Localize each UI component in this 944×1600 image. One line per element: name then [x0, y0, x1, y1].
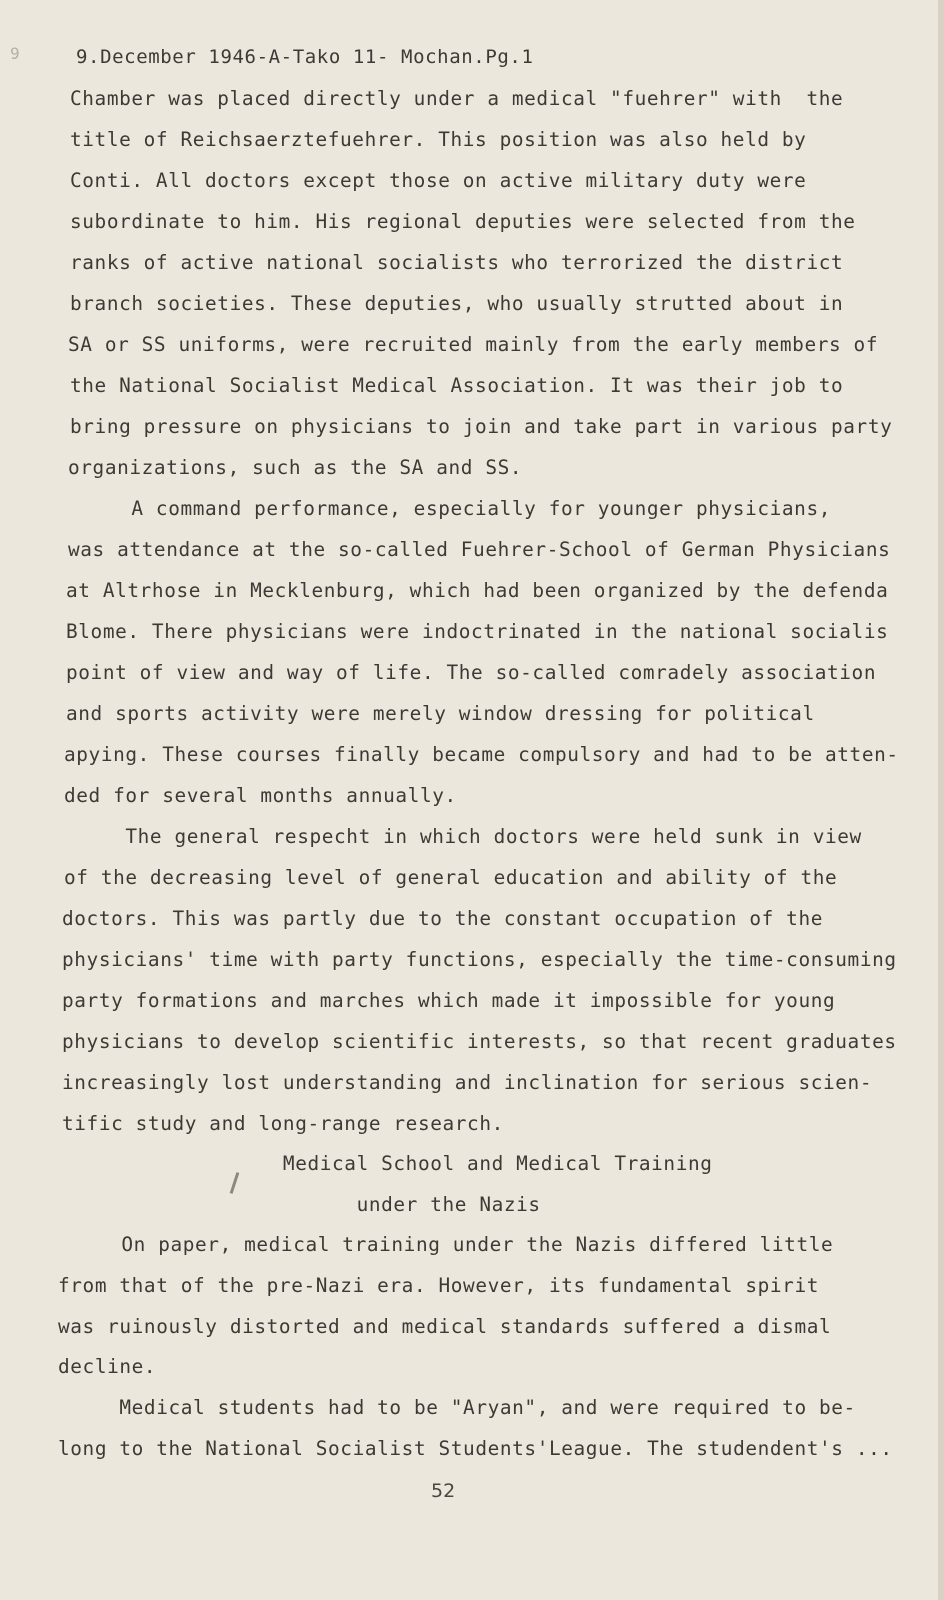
text-line: branch societies. These deputies, who usually strutted about in [70, 292, 844, 315]
text-line: Conti. All doctors except those on active military duty were [70, 169, 807, 192]
text-line: at Altrhose in Mecklenburg, which had been organized by the defenda [66, 579, 889, 602]
text-line: Medical students had to be "Aryan", and were required to be- [58, 1396, 856, 1419]
text-line: and sports activity were merely window dressing for political [66, 702, 815, 725]
text-line: On paper, medical training under the Nazis differed little [60, 1233, 834, 1256]
page-header: 9.December 1946-A-Tako 11- Mochan.Pg.1 [76, 46, 534, 68]
text-line: under the Nazis [62, 1193, 541, 1216]
text-line: decline. [58, 1355, 157, 1378]
margin-mark: 9 [10, 44, 20, 63]
text-line: ded for several months annually. [64, 784, 457, 807]
text-line: party formations and marches which made it impossible for young [62, 989, 836, 1012]
text-line: from that of the pre-Nazi era. However, its fundamental spirit [58, 1274, 819, 1297]
text-line: A command performance, especially for younger physicians, [70, 497, 831, 520]
page-number: 52 [431, 1480, 456, 1502]
text-line: was ruinously distorted and medical standards suffered a dismal [58, 1315, 832, 1338]
text-line: Blome. There physicians were indoctrinated in the national socialis [66, 620, 889, 643]
text-line: increasingly lost understanding and inclination for serious scien- [62, 1071, 873, 1094]
text-line: organizations, such as the SA and SS. [68, 456, 523, 479]
text-line: doctors. This was partly due to the constant occupation of the [62, 907, 823, 930]
text-line: point of view and way of life. The so-called comradely association [66, 661, 877, 684]
text-line: physicians to develop scientific interests, so that recent graduates [62, 1030, 897, 1053]
text-line: the National Socialist Medical Association. It was their job to [70, 374, 844, 397]
text-line: physicians' time with party functions, especially the time-consuming [62, 948, 897, 971]
text-line: apying. These courses finally became compulsory and had to be atten- [64, 743, 899, 766]
text-line: Medical School and Medical Training [62, 1152, 713, 1175]
text-line: was attendance at the so-called Fuehrer-School of German Physicians [68, 538, 891, 561]
text-line: of the decreasing level of general education and ability of the [64, 866, 838, 889]
text-line: subordinate to him. His regional deputies were selected from the [70, 210, 856, 233]
text-line: title of Reichsaerztefuehrer. This position was also held by [70, 128, 807, 151]
text-line: The general respecht in which doctors were held sunk in view [64, 825, 862, 848]
text-line: ranks of active national socialists who terrorized the district [70, 251, 844, 274]
text-line: tific study and long-range research. [62, 1112, 504, 1135]
text-line: Chamber was placed directly under a medical "fuehrer" with the [70, 87, 844, 110]
text-line: bring pressure on physicians to join and take part in various party [70, 415, 893, 438]
text-line: long to the National Socialist Students'League. The studendent's ... [58, 1437, 893, 1460]
text-line: SA or SS uniforms, were recruited mainly from the early members of [68, 333, 879, 356]
